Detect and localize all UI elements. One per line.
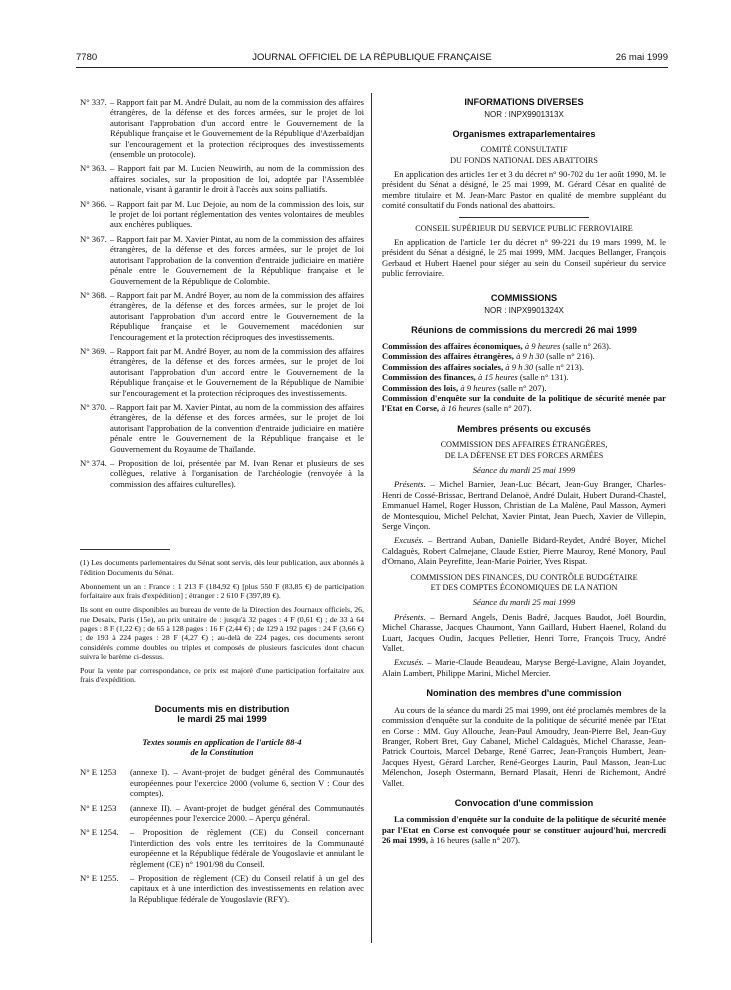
convocation-tail: à 16 heures (salle n° 207). xyxy=(430,835,521,846)
entry-number: N° E 1254. xyxy=(80,827,119,838)
entry-number: N° 369. xyxy=(80,345,107,356)
cf-excuses xyxy=(382,657,666,678)
separator xyxy=(459,217,589,218)
cf-presents xyxy=(382,612,666,654)
convocation-bold: La commission d'enquête sur la conduite de la politique de sécurité menée par l'Etat en Corse est convoquée pour se constituer aujourd'hui, mercredi 26 mai 1999, xyxy=(382,814,666,846)
entry-number: N° 367. xyxy=(80,233,107,244)
presents-label: Présents. xyxy=(394,611,426,622)
reunion-name: Commission d'enquête sur la conduite de la politique de sécurité menée par l'Etat en Corse, xyxy=(382,392,666,414)
textes-subtitle: de la Constitution xyxy=(190,747,254,757)
reunion-room: (salle n° 131). xyxy=(519,372,569,383)
reunions-title: Réunions de commissions du mercredi 26 mai 1999 xyxy=(411,324,637,335)
reunion-item xyxy=(382,341,666,351)
reunion-name: Commission des finances, xyxy=(382,372,476,383)
report-entry xyxy=(80,163,364,194)
report-entry xyxy=(80,234,364,286)
distribution-date: le mardi 25 mai 1999 xyxy=(177,714,267,725)
cf-seance: Séance du mardi 25 mai 1999 xyxy=(472,597,576,608)
entry-text: – Proposition de règlement (CE) du Conseil relatif à un gel des capitaux et à une interdiction des investissements en relation avec la République fédérale de Yougoslavie (RFY). xyxy=(130,873,364,904)
reunion-name: Commission des lois, xyxy=(382,382,459,393)
cf-subtitle: ET DES COMPTES ÉCONOMIQUES DE LA NATION xyxy=(430,583,618,593)
reunion-item xyxy=(382,383,666,393)
caae-subtitle: DE LA DÉFENSE ET DES FORCES ARMÉES xyxy=(444,450,604,460)
presents-list: – Michel Barnier, Jean-Luc Bécart, Jean-Guy Branger, Charles-Henri de Cossé-Brissac, Bertrand Delanoë, André Dulait, Hubert Durand-Chastel, Emmanuel Hamel, Roger Husson, Christian de La Malène, Paul Masson, Aymeri de Montesquiou, Michel Pelchat, Xavier Pintat, Jean Puech, Xavier de Villepin, Serge Vinçon. xyxy=(382,479,666,531)
reunion-name: Commission des affaires étrangères, xyxy=(382,351,514,362)
texte-entry xyxy=(80,873,364,904)
reunion-room: (salle n° 207). xyxy=(497,382,547,393)
excuses-list: – Marie-Claude Beaudeau, Maryse Bergé-Lavigne, Alain Joyandet, Alain Lambert, Philippe Marini, Michel Mercier. xyxy=(382,657,666,678)
texte-entry xyxy=(80,767,364,798)
entry-number: N° E 1253 xyxy=(80,767,117,778)
report-entry xyxy=(80,290,364,342)
comite-title: COMITÉ CONSULTATIF xyxy=(480,145,568,155)
entry-text: – Rapport fait par M. André Boyer, au nom de la commission des affaires étrangères, de la défense et des forces armées, sur le projet de loi autorisant l'approbation d'un accord entre le Gouvernement de la République française et le Gouvernement macédonien sur l'encouragement et la protection réciproques des investissements. xyxy=(110,289,364,342)
commissions-nor: NOR : INPX9901324X xyxy=(484,306,564,316)
caae-presents xyxy=(382,479,666,531)
entry-text: – Proposition de règlement (CE) du Conseil concernant l'interdiction des vols entre les territoires de la Communauté européenne et la République fédérale de Yougoslavie et annulant le règlement (CE) n° 1901/98 du Conseil. xyxy=(130,827,364,869)
conseil-title: CONSEIL SUPÉRIEUR DU SERVICE PUBLIC FERROVIAIRE xyxy=(415,223,633,233)
footnote-rule xyxy=(80,549,170,550)
comite-text: En application des articles 1er et 3 du décret n° 90-702 du 1er août 1990, M. le président du Sénat a désigné, le 25 mai 1999, M. Gérard César en qualité de membre titulaire et M. Jean-Marc Pastor en qualité de membre suppléant du comité consultatif du Fonds national des abattoirs. xyxy=(382,169,666,211)
entry-number: N° 363. xyxy=(80,163,107,174)
reunion-room: (salle n° 207). xyxy=(483,403,532,414)
entry-text: – Rapport fait par M. André Boyer, au nom de la commission des affaires étrangères, de la défense et des forces armées, sur le projet de loi autorisant l'approbation d'un accord entre le Gouvernement de la République française et le Gouvernement de la République de Namibie sur l'encouragement et la protection réciproques des investissements. xyxy=(110,345,364,398)
reunion-time: à 9 h 30 xyxy=(516,351,545,362)
nomination-title: Nomination des membres d'une commission xyxy=(426,688,622,699)
entry-text: – Rapport fait par M. Luc Dejoie, au nom de la commission des lois, sur le projet de loi portant réglementation des ventes volontaires de meubles aux enchères publiques. xyxy=(110,198,364,230)
caae-seance: Séance du mardi 25 mai 1999 xyxy=(472,464,576,475)
entry-text: – Rapport fait par M. Xavier Pintat, au nom de la commission des affaires étrangères, de la défense et des forces armées, sur le projet de loi autorisant l'approbation de la convention d'entraide judiciaire en matière pénale entre le Gouvernement de la République française et le Gouvernement de la République de Colombie. xyxy=(110,233,365,286)
reunion-item xyxy=(382,351,666,361)
reunion-item xyxy=(382,372,666,382)
nomination-text: Au cours de la séance du mardi 25 mai 1999, ont été proclamés membres de la commission d'enquête sur la conduite de la politique de sécurité menée par l'Etat en Corse : MM. Guy Allouche, Jean-Paul Amoudry, Jean-Pierre Bel, Jean-Guy Branger, Robert Bret, Guy Cabanel, Michel Caldaguès, Michel Charasse, Jean-Patrick Courtois, Marcel Debarge, René Garrec, Jean-François Humbert, Jean-Jacques Hyest, Gérard Larcher, René-Georges Laurin, Paul Masson, Jean-Luc Mélenchon, Joseph Ostermann, Bernard Plasait, Henri de Richemont, André Vallet. xyxy=(382,704,666,788)
right-column xyxy=(382,97,666,850)
page-header xyxy=(76,52,668,68)
entry-number: N° 366. xyxy=(80,198,107,209)
reunion-item xyxy=(382,393,666,414)
report-list xyxy=(80,97,364,489)
info-nor: NOR : INPX9901313X xyxy=(484,110,564,120)
footnote: Ils sont en outre disponibles au bureau de vente de la Direction des Journaux officiels, 26, rue Desaix, Paris (15e), au prix unitaire de : jusqu'à 32 pages : 4 F (0,61 €) ; de 33 à 64 pages : 8 F (1,22 €) ; de 65 à 128 pages : 16 F (2,44 €) ; de 129 à 192 pages : 24 F (3,66 €) ; de 193 à 224 pages : 28 F (4,27 €) ; au-delà de 224 pages, ces documents seront considérés comme doubles ou triples et composés de plusieurs fascicules dont chacun suivra le barème ci-dessus. xyxy=(80,605,364,661)
footnote: Abonnement un an : France : 1 213 F (184,92 €) [plus 550 F (83,85 €) de participation forfaitaire aux frais d'expédition] ; étranger : 2 610 F (397,89 €). xyxy=(80,581,364,601)
entry-text: (annexe II). – Avant-projet de budget général des Communautés européennes pour l'exercice 2000. – Aperçu général. xyxy=(130,802,364,824)
entry-number: N° 374. xyxy=(80,458,107,468)
page-number: 7780 xyxy=(76,52,98,63)
excuses-list: – Bertrand Auban, Danielle Bidard-Reydet, André Boyer, Michel Caldaguès, Robert Calmejane, Claude Estier, Pierre Mauroy, René Monory, Paul d'Ornano, Alain Peyrefitte, Jean-Marie Poirier, Yves Rispat. xyxy=(382,535,666,567)
conseil-text: En application de l'article 1er du décret n° 99-221 du 19 mars 1999, M. le président du Sénat a désigné, le 25 mai 1999, MM. Jacques Bellanger, François Gerbaud et Hubert Haenel pour siéger au sein du Conseil supérieur du service public ferroviaire. xyxy=(382,237,666,279)
membres-title: Membres présents ou excusés xyxy=(457,423,591,434)
entry-number: N° 370. xyxy=(80,401,107,412)
presents-label: Présents. xyxy=(394,479,426,490)
issue-date: 26 mai 1999 xyxy=(615,52,668,63)
entry-text: (annexe I). – Avant-projet de budget général des Communautés européennes pour l'exercice 2000 (volume 6, section V : Cour des comptes). xyxy=(130,767,364,799)
textes-title: Textes soumis en application de l'article 88-4 xyxy=(142,736,302,747)
report-entry xyxy=(80,346,364,398)
header-rule xyxy=(76,67,668,68)
report-entry xyxy=(80,199,364,230)
report-entry xyxy=(80,97,364,159)
texte-entry xyxy=(80,803,364,824)
presents-list: – Bernard Angels, Denis Badré, Jacques Baudot, Joël Bourdin, Michel Charasse, Jacques Chaumont, Yann Gaillard, Hubert Haenel, Roland du Luart, Jacques Oudin, Jacques Pelletier, Henri Torre, François Trucy, André Vallet. xyxy=(382,611,666,654)
footnote: (1) Les documents parlementaires du Sénat sont servis, dès leur publication, aux abonnés à l'édition Documents du Sénat. xyxy=(80,558,364,577)
reunion-time: à 9 heures xyxy=(524,340,561,351)
entry-number: N° E 1253 xyxy=(80,802,117,813)
entry-number: N° E 1255. xyxy=(80,873,119,884)
reunion-name: Commission des affaires économiques, xyxy=(382,340,523,351)
convocation-title: Convocation d'une commission xyxy=(454,797,594,808)
texte-entry xyxy=(80,827,364,869)
reunions-list xyxy=(382,341,666,414)
entry-text: – Rapport fait par M. André Dulait, au nom de la commission des affaires étrangères, de la défense et des forces armées, sur le projet de loi autorisant l'approbation d'un accord entre le Gouvernement de la République française et le Gouvernement de la République d'Azerbaïdjan sur l'encouragement et la protection réciproques des investissements (ensemble un protocole). xyxy=(110,97,364,160)
info-title: INFORMATIONS DIVERSES xyxy=(464,97,584,107)
excuses-label: Excusés. xyxy=(394,535,424,546)
footnote: Pour la vente par correspondance, ce prix est majoré d'une participation forfaitaire aux frais d'expédition. xyxy=(80,666,364,685)
comite-subtitle: DU FONDS NATIONAL DES ABATTOIRS xyxy=(450,155,598,165)
reunion-time: à 9 h 30 xyxy=(505,361,534,372)
report-entry xyxy=(80,458,364,489)
column-divider xyxy=(371,93,372,943)
reunion-room: (salle n° 213). xyxy=(535,361,584,372)
excuses-label: Excusés. xyxy=(394,657,424,668)
entry-number: N° 337. xyxy=(80,97,107,107)
convocation-text xyxy=(382,814,666,845)
distribution-title: Documents mis en distribution xyxy=(154,703,290,714)
left-column xyxy=(80,97,364,908)
reunion-time: à 9 heures xyxy=(460,382,496,393)
orgs-title: Organismes extraparlementaires xyxy=(452,128,596,139)
caae-title: COMMISSION DES AFFAIRES ÉTRANGÈRES, xyxy=(440,440,608,450)
entry-number: N° 368. xyxy=(80,289,107,300)
reunion-time: à 15 heures xyxy=(477,372,518,383)
entry-text: – Rapport fait par M. Xavier Pintat, au nom de la commission des affaires étrangères, de la défense et des forces armées, sur le projet de loi autorisant l'approbation de la convention d'entraide judiciaire en matière pénale entre le Gouvernement de la République française et le Gouvernement du Royaume de Thaïlande. xyxy=(110,401,365,454)
entry-text: – Rapport fait par M. Lucien Neuwirth, au nom de la commission des affaires sociales, sur la proposition de loi, adoptée par l'Assemblée nationale, visant à garantir le droit à l'accès aux soins palliatifs. xyxy=(110,163,364,195)
reunion-room: (salle n° 263). xyxy=(562,340,612,351)
reunion-time: à 16 heures xyxy=(441,403,481,414)
reunion-room: (salle n° 216). xyxy=(546,351,595,362)
entry-text: – Proposition de loi, présentée par M. Ivan Renar et plusieurs de ses collègues, relative à l'organisation de l'archéologie (renvoyée à la commission des affaires culturelles). xyxy=(110,458,364,489)
report-entry xyxy=(80,402,364,454)
cf-title: COMMISSION DES FINANCES, DU CONTRÔLE BUDGÉTAIRE xyxy=(410,572,638,582)
commissions-title: COMMISSIONS xyxy=(490,292,558,303)
caae-excuses xyxy=(382,535,666,566)
reunion-item xyxy=(382,362,666,372)
reunion-name: Commission des affaires sociales, xyxy=(382,361,504,372)
journal-title: JOURNAL OFFICIEL DE LA RÉPUBLIQUE FRANÇAISE xyxy=(252,52,492,63)
